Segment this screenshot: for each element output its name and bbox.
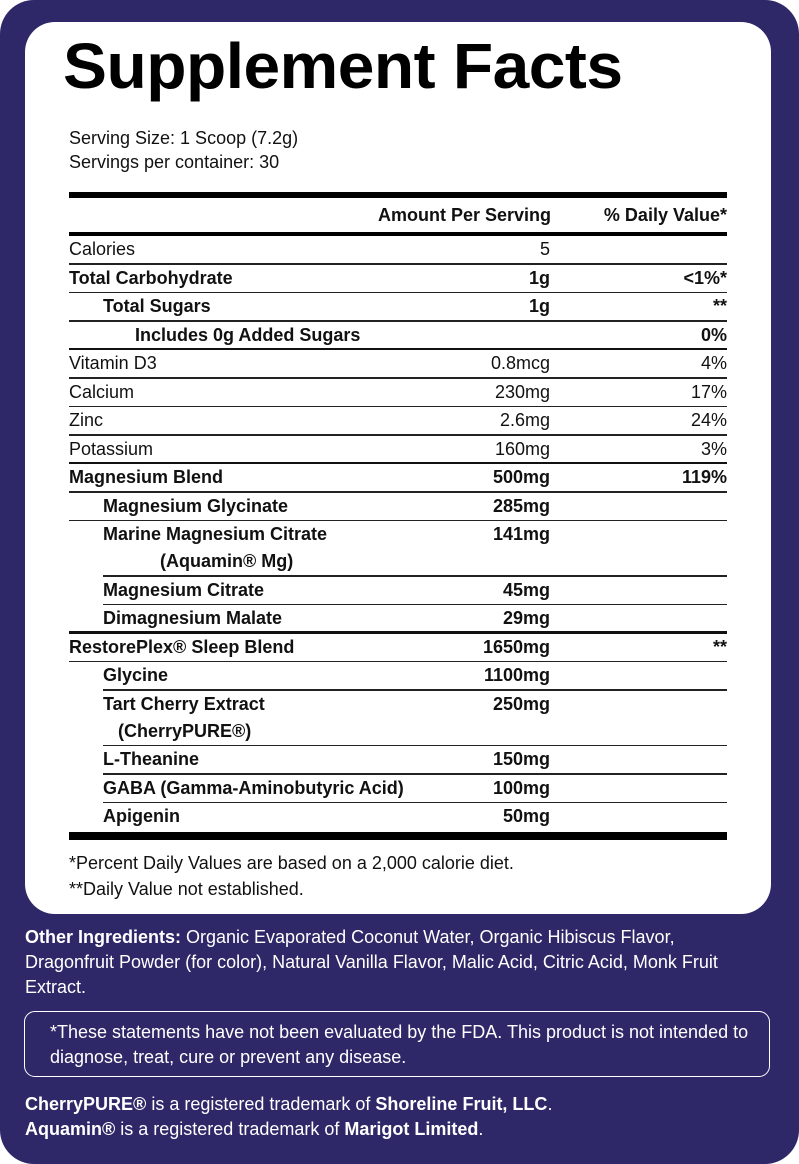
trademark-end: . xyxy=(478,1119,484,1139)
trademark-brand: Aquamin® xyxy=(25,1119,116,1139)
nutrient-dv: <1%* xyxy=(683,267,727,288)
nutrient-name: Total Carbohydrate xyxy=(69,267,233,288)
nutrient-amount: 160mg xyxy=(494,438,550,459)
table-row xyxy=(69,379,727,408)
table-row xyxy=(69,322,727,351)
nutrient-amount: 1g xyxy=(528,267,550,288)
footnotes xyxy=(69,850,514,902)
trademark-notices xyxy=(25,1092,765,1142)
nutrient-amount: 29mg xyxy=(502,608,550,628)
nutrient-name: Vitamin D3 xyxy=(69,353,157,373)
daily-value-header: % Daily Value* xyxy=(603,204,727,225)
nutrient-name xyxy=(69,521,727,575)
not-established-footnote: **Daily Value not established. xyxy=(69,879,304,899)
nutrient-name: Calcium xyxy=(69,381,135,402)
trademark-line xyxy=(25,1117,765,1142)
nutrient-name: Magnesium Blend xyxy=(69,467,224,487)
nutrient-dv: 119% xyxy=(681,467,727,487)
table-row xyxy=(69,605,727,634)
table-row xyxy=(69,691,727,747)
table-row xyxy=(69,493,727,522)
nutrient-dv: 3% xyxy=(700,438,727,459)
nutrient-amount: 500mg xyxy=(492,467,550,487)
nutrient-amount: 1650mg xyxy=(482,636,550,657)
nutrient-name: Glycine xyxy=(103,665,169,685)
nutrient-name: Magnesium Citrate xyxy=(103,579,265,600)
table-row xyxy=(69,350,727,379)
trademark-owner: Shoreline Fruit, LLC xyxy=(375,1094,548,1114)
table-row xyxy=(69,236,727,265)
table-row xyxy=(69,265,727,294)
nutrient-amount: 150mg xyxy=(492,749,550,769)
table-bottom-bar xyxy=(69,832,727,840)
table-row xyxy=(69,436,727,465)
nutrient-name: Calories xyxy=(69,239,136,259)
table-row xyxy=(69,746,727,775)
table-header xyxy=(69,198,727,236)
nutrient-name: Includes 0g Added Sugars xyxy=(135,324,361,345)
nutrient-amount: 141mg xyxy=(492,524,550,544)
table-row xyxy=(69,464,727,493)
other-ingredients-label: Other Ingredients: xyxy=(25,927,182,947)
table-row xyxy=(69,521,727,577)
table-row xyxy=(69,775,727,804)
trademark-line xyxy=(25,1092,765,1117)
nutrient-amount: 1100mg xyxy=(483,665,550,685)
serving-size: Serving Size: 1 Scoop (7.2g) xyxy=(69,128,299,148)
servings-per-container: Servings per container: 30 xyxy=(69,152,280,172)
trademark-brand: CherryPURE® xyxy=(25,1094,147,1114)
nutrient-name: Magnesium Glycinate xyxy=(103,495,289,516)
nutrient-amount: 2.6mg xyxy=(499,410,550,430)
nutrient-amount: 100mg xyxy=(492,777,550,798)
nutrient-name xyxy=(69,691,727,745)
fda-disclaimer-text: *These statements have not been evaluated by the FDA. This product is not intended to diagnose, treat, cure or prevent any disease. xyxy=(50,1022,749,1067)
trademark-middle: is a registered trademark of xyxy=(146,1094,376,1114)
nutrient-dv: 24% xyxy=(690,410,727,430)
table-row xyxy=(69,662,727,691)
nutrient-name: L-Theanine xyxy=(103,749,200,769)
nutrient-dv: 0% xyxy=(700,324,727,345)
nutrient-amount: 230mg xyxy=(494,381,550,402)
table-row xyxy=(69,803,727,832)
serving-info xyxy=(69,126,298,174)
nutrient-name: Zinc xyxy=(69,410,104,430)
nutrient-dv: 17% xyxy=(690,381,727,402)
nutrient-name: Dimagnesium Malate xyxy=(103,608,283,628)
table-row xyxy=(69,407,727,436)
other-ingredients xyxy=(25,925,755,1000)
nutrient-dv: ** xyxy=(712,296,727,316)
nutrient-amount: 1g xyxy=(528,296,550,316)
nutrient-name: Total Sugars xyxy=(103,296,211,316)
supplement-facts-table xyxy=(69,192,727,840)
nutrient-name: Potassium xyxy=(69,438,154,459)
nutrient-amount: 5 xyxy=(539,239,550,259)
nutrient-name: GABA (Gamma-Aminobutyric Acid) xyxy=(103,777,404,798)
nutrient-name-line2: (CherryPURE®) xyxy=(118,720,252,741)
table-row xyxy=(69,634,727,663)
other-ingredients-text: Organic Evaporated Coconut Water, Organic Hibiscus Flavor, Dragonfruit Powder (for color), Natural Vanilla Flavor, Malic Acid, Citric Acid, Monk Fruit Extract. xyxy=(25,927,718,997)
dv-footnote: *Percent Daily Values are based on a 2,000 calorie diet. xyxy=(69,853,514,873)
nutrient-name: RestorePlex® Sleep Blend xyxy=(69,636,295,657)
nutrient-dv: 4% xyxy=(700,353,727,373)
fda-disclaimer-box xyxy=(24,1011,770,1077)
page-title: Supplement Facts xyxy=(63,30,623,102)
nutrient-dv: ** xyxy=(712,636,727,657)
nutrient-amount: 285mg xyxy=(492,495,550,516)
table-row xyxy=(69,577,727,606)
nutrient-name-line1: Tart Cherry Extract xyxy=(103,693,265,714)
nutrient-name-line2: (Aquamin® Mg) xyxy=(160,551,294,571)
trademark-owner: Marigot Limited xyxy=(344,1119,479,1139)
trademark-middle: is a registered trademark of xyxy=(115,1119,345,1139)
nutrient-name: Apigenin xyxy=(103,806,180,826)
trademark-end: . xyxy=(547,1094,553,1114)
table-row xyxy=(69,293,727,322)
nutrient-amount: 250mg xyxy=(492,693,550,714)
nutrient-amount: 45mg xyxy=(502,579,550,600)
nutrient-amount: 0.8mcg xyxy=(490,353,550,373)
amount-per-serving-header: Amount Per Serving xyxy=(377,204,551,225)
nutrient-name-line1: Marine Magnesium Citrate xyxy=(103,524,328,544)
nutrient-amount: 50mg xyxy=(502,806,550,826)
